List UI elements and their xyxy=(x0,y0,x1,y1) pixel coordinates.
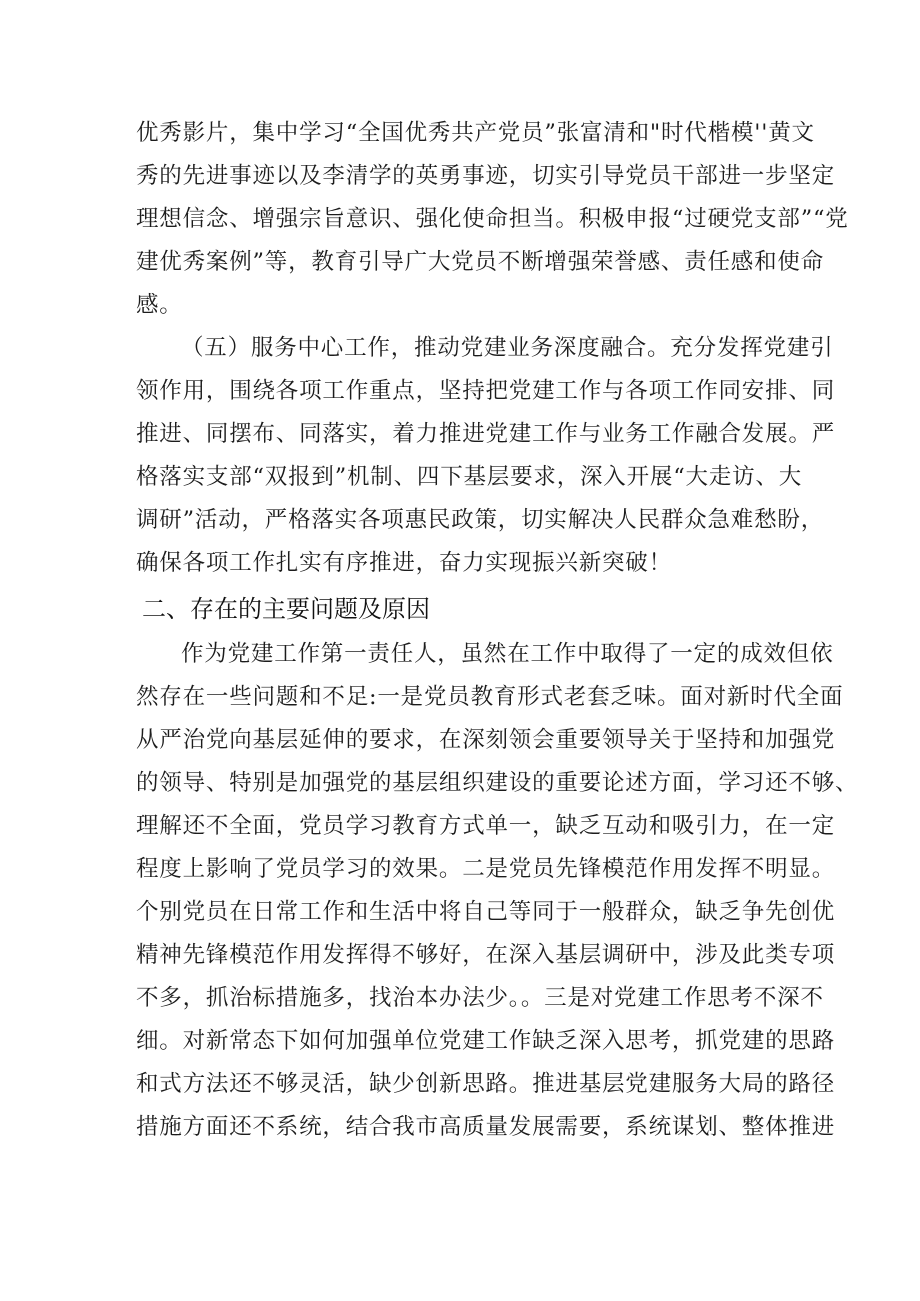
document-body xyxy=(136,112,859,1149)
text-line: （五）服务中心工作，推动党建业务深度融合。充分发挥党建引 xyxy=(181,335,834,361)
paragraph-education xyxy=(136,112,849,327)
text-line: 理想信念、增强宗旨意识、强化使命担当。积极申报“过硬党支部”“党 xyxy=(136,206,849,232)
paragraph-problems xyxy=(136,633,859,1149)
text-line: 调研”活动，严格落实各项惠民政策，切实解决人民群众急难愁盼， xyxy=(136,507,825,533)
text-line: 从严治党向基层延伸的要求，在深刻领会重要领导关于坚持和加强党 xyxy=(136,727,836,753)
text-line: 确保各项工作扎实有序推进，奋力实现振兴新突破！ xyxy=(136,550,672,576)
text-line: 秀的先进事迹以及李清学的英勇事迹，切实引导党员干部进一步坚定 xyxy=(136,163,836,189)
text-line: 领作用，围绕各项工作重点，坚持把党建工作与各项工作同安排、同 xyxy=(136,378,836,404)
text-line: 不多，抓治标措施多，找治本办法少。。三是对党建工作思考不深不 xyxy=(136,985,824,1011)
text-line: 建优秀案例”等，教育引导广大党员不断增强荣誉感、责任感和使命 xyxy=(136,249,825,275)
text-line: 理解还不全面，党员学习教育方式单一，缺乏互动和吸引力，在一定 xyxy=(136,813,836,839)
section-heading: 二、存在的主要问题及原因 xyxy=(142,595,430,623)
text-line: 细。对新常态下如何加强单位党建工作缺乏深入思考，抓党建的思路 xyxy=(136,1028,836,1054)
text-line: 程度上影响了党员学习的效果。二是党员先锋模范作用发挥不明显。 xyxy=(136,856,836,882)
text-line: 然存在一些问题和不足:一是党员教育形式老套乏味。面对新时代全面 xyxy=(136,684,844,710)
text-line: 感。 xyxy=(136,292,183,318)
text-line: 作为党建工作第一责任人，虽然在工作中取得了一定的成效但依 xyxy=(181,641,834,667)
text-line: 优秀影片，集中学习“全国优秀共产党员”张富清和"时代楷模''黄文 xyxy=(136,120,815,146)
text-line: 推进、同摆布、同落实，着力推进党建工作与业务工作融合发展。严 xyxy=(136,421,836,447)
text-line: 个别党员在日常工作和生活中将自己等同于一般群众，缺乏争先创优 xyxy=(136,899,836,925)
text-line: 和式方法还不够灵活，缺少创新思路。推进基层党建服务大局的路径 xyxy=(136,1071,836,1097)
text-line: 措施方面还不系统，结合我市高质量发展需要，系统谋划、整体推进 xyxy=(136,1114,836,1140)
text-line: 的领导、特别是加强党的基层组织建设的重要论述方面，学习还不够、 xyxy=(136,770,859,796)
text-line: 格落实支部“双报到”机制、四下基层要求，深入开展“大走访、大 xyxy=(136,464,803,490)
paragraph-service-center xyxy=(136,327,836,585)
text-line: 精神先锋模范作用发挥得不够好，在深入基层调研中，涉及此类专项 xyxy=(136,942,836,968)
